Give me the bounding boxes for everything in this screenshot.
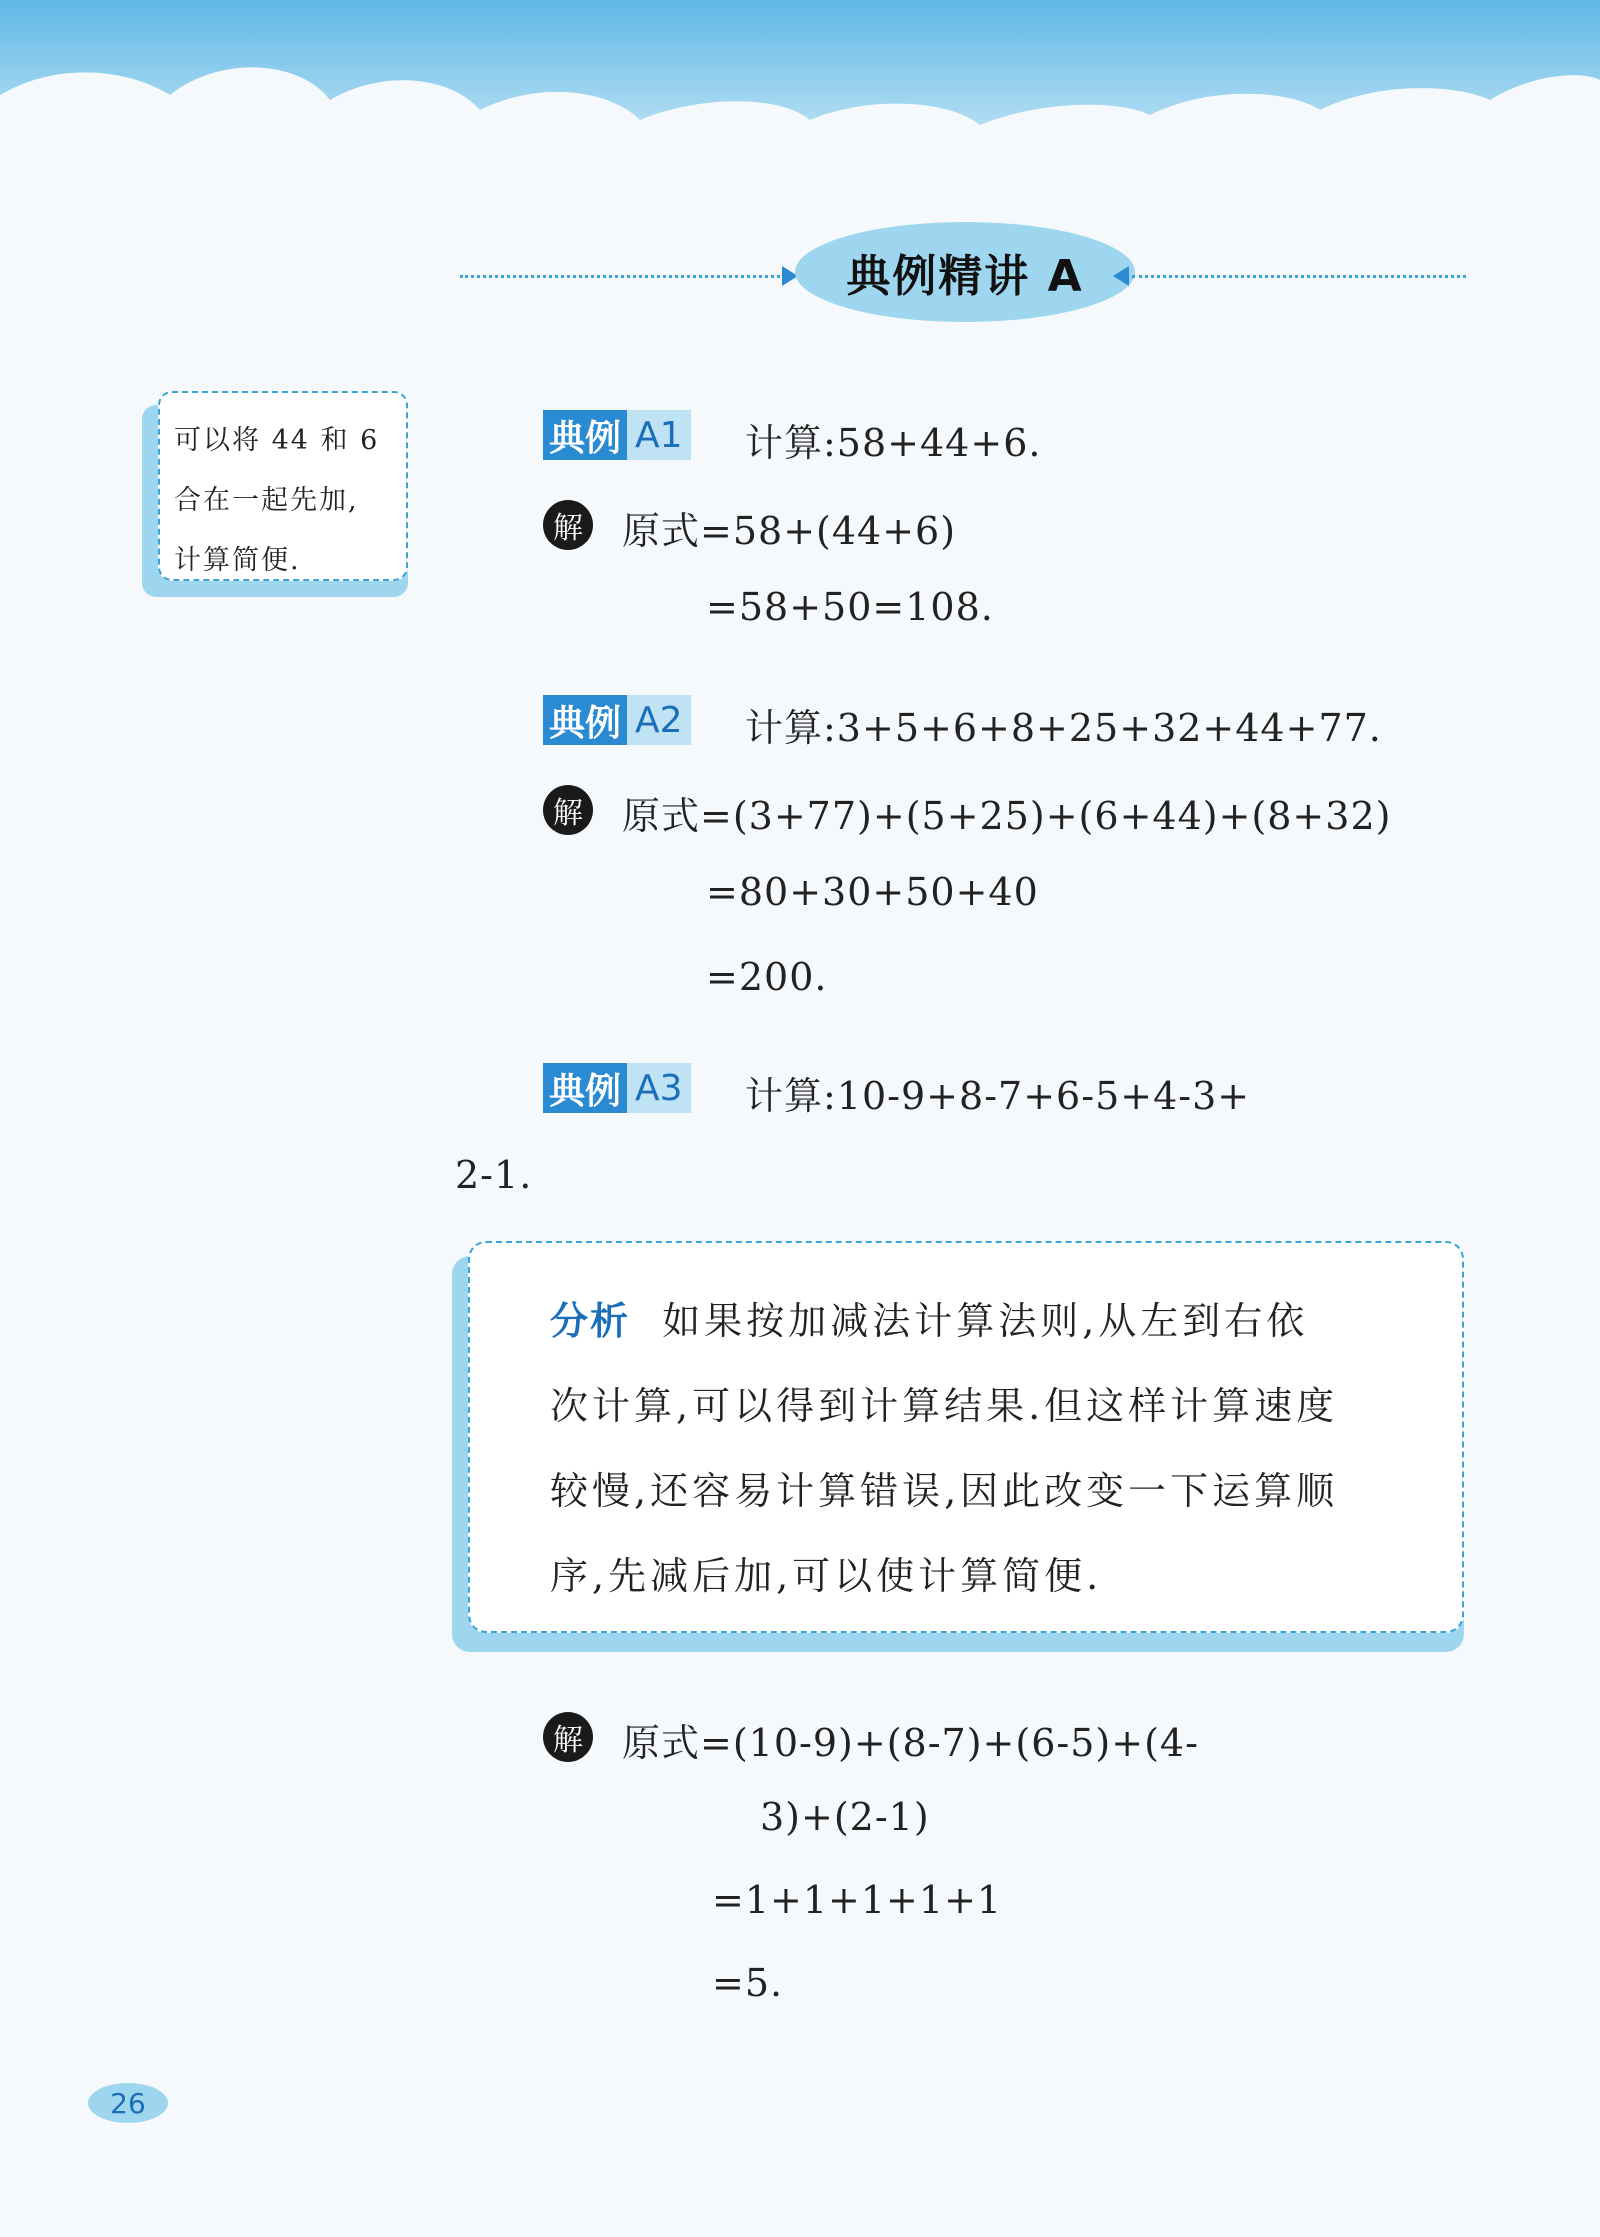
analysis-line: 次计算,可以得到计算结果.但这样计算速度 [550, 1384, 1339, 1428]
example-tag-id: A1 [627, 410, 691, 460]
example-tag-id: A2 [627, 695, 691, 745]
solution-badge: 解 [543, 500, 593, 550]
page-number: 26 [88, 2083, 168, 2123]
analysis-line [550, 1290, 1308, 1345]
example-a2-solution-line: 原式=(3+77)+(5+25)+(6+44)+(8+32) [622, 794, 1392, 838]
analysis-text: 如果按加减法计算法则,从左到右依 [662, 1299, 1309, 1343]
side-note-line: 合在一起先加, [174, 485, 359, 516]
header-dotted-line-left [460, 275, 780, 278]
header-arrow-right-icon [1113, 266, 1129, 286]
example-tag-a2 [543, 695, 691, 745]
sky-cloud-banner [0, 0, 1600, 170]
section-title-badge [795, 222, 1135, 322]
example-tag-label: 典例 [543, 695, 627, 745]
example-a3-solution-line: 原式=(10-9)+(8-7)+(6-5)+(4- [622, 1721, 1199, 1765]
example-a3-problem-line: 2-1. [455, 1153, 533, 1197]
analysis-line: 序,先减后加,可以使计算简便. [550, 1554, 1103, 1598]
example-tag-id: A3 [627, 1063, 691, 1113]
example-tag-a1 [543, 410, 691, 460]
example-a3-solution-line: =5. [712, 1961, 784, 2005]
side-note-line: 可以将 44 和 6 [174, 425, 380, 456]
analysis-line: 较慢,还容易计算错误,因此改变一下运算顺 [550, 1469, 1339, 1513]
example-a2-solution-line: =80+30+50+40 [706, 870, 1039, 914]
side-note-line: 计算简便. [174, 545, 301, 576]
analysis-title: 分析 [550, 1299, 631, 1343]
example-a1-solution-line: 原式=58+(44+6) [622, 509, 957, 553]
solution-badge: 解 [543, 785, 593, 835]
example-a3-solution-line: 3)+(2-1) [760, 1795, 930, 1839]
example-tag-label: 典例 [543, 410, 627, 460]
example-a2-solution-line: =200. [706, 955, 828, 999]
example-a2-problem: 计算:3+5+6+8+25+32+44+77. [745, 706, 1382, 750]
section-title: 典例精讲 A [846, 251, 1084, 302]
example-tag-a3 [543, 1063, 691, 1113]
solution-badge: 解 [543, 1712, 593, 1762]
side-note [158, 391, 408, 581]
example-a1-problem: 计算:58+44+6. [745, 421, 1042, 465]
header-dotted-line-right [1132, 275, 1466, 278]
example-a1-solution-line: =58+50=108. [706, 585, 994, 629]
example-tag-label: 典例 [543, 1063, 627, 1113]
example-a3-solution-line: =1+1+1+1+1 [712, 1878, 1003, 1922]
example-a3-problem-line: 计算:10-9+8-7+6-5+4-3+ [745, 1074, 1251, 1118]
